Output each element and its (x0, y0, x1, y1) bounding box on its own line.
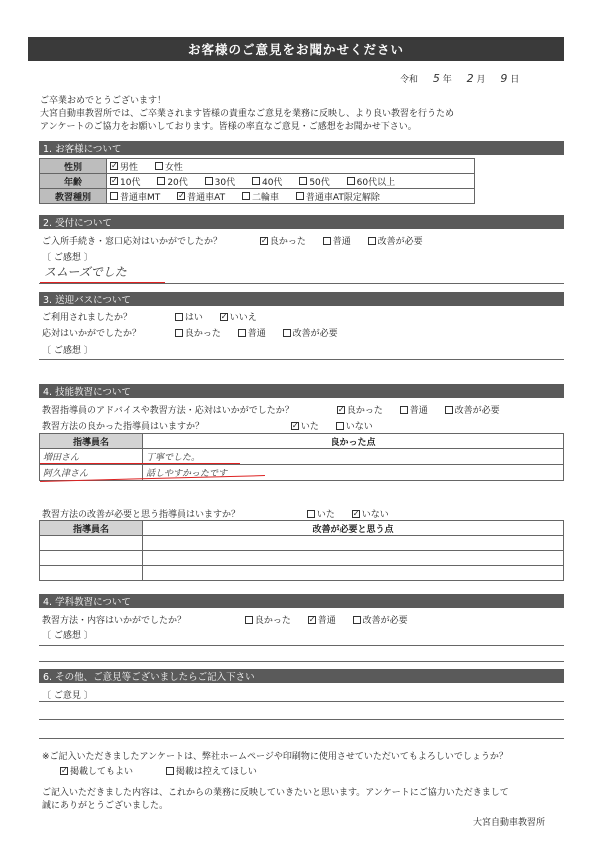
reception-question-row (42, 234, 562, 247)
bus-option-no[interactable] (220, 313, 257, 323)
intro-line-1: ご卒業おめでとうございます！ (40, 96, 167, 106)
date-day-unit: 日 (510, 75, 520, 85)
good-instructor-option-yes[interactable] (291, 422, 319, 432)
reception-option-needs-improvement[interactable] (368, 237, 423, 247)
checkbox-advice-average[interactable] (400, 406, 408, 414)
checkbox-at[interactable]: ✓ (178, 191, 185, 200)
other-comment-label: 〔 ご意見 〕 (42, 691, 93, 701)
good-instructor-name-1[interactable]: 増田さん (40, 449, 143, 465)
section-3-header: 3. 送迎バスについて (39, 292, 564, 306)
bad-instructor-name-header: 指導員名 (40, 521, 143, 536)
intro-line-2: 大宮自動車教習所では、ご卒業されます皆様の貴重なご意見を業務に反映し、より良い教習を行うため (40, 109, 455, 119)
checkbox-advice-good[interactable]: ✓ (337, 404, 345, 414)
checkbox-10s[interactable]: ✓ (111, 176, 118, 185)
option-label: 男性 (120, 162, 139, 173)
bad-point-2[interactable] (143, 551, 564, 566)
checkbox-good-instructor-yes[interactable]: ✓ (291, 420, 299, 430)
reception-option-good[interactable] (260, 237, 306, 247)
consent-options (60, 764, 271, 777)
checkbox-bus-no[interactable]: ✓ (220, 311, 228, 321)
option-label: いいえ (229, 313, 257, 323)
table-row (40, 566, 564, 581)
option-label: 良かった (346, 406, 383, 416)
date-year[interactable]: 5 (432, 72, 440, 85)
gender-options (107, 159, 475, 174)
checkbox-bad-instructor-yes[interactable] (307, 510, 315, 518)
option-motorcycle[interactable] (242, 193, 279, 203)
option-label: はい (184, 313, 203, 323)
section-6-header: 6. その他、ご意見等ございましたらご記入下さい (39, 669, 564, 683)
checkbox-60s-plus[interactable] (347, 177, 355, 185)
option-at-limit-removal[interactable] (296, 193, 380, 203)
section-4-header: 4. 技能教習について (39, 384, 564, 398)
checkbox-advice-needs-improvement[interactable] (445, 406, 453, 414)
option-label: 20代 (167, 177, 188, 188)
advice-option-good[interactable] (337, 406, 383, 416)
academic-question: 教習方法・内容はいかがでしたか？ (42, 616, 187, 626)
option-label: 50代 (309, 177, 330, 188)
reception-option-average[interactable] (323, 237, 351, 247)
bad-instructor-name-3[interactable] (40, 566, 143, 581)
option-label: 改善が必要 (454, 406, 500, 416)
good-instructor-name-2[interactable]: 阿久津さん (40, 465, 143, 481)
academic-option-good[interactable] (245, 616, 291, 626)
table-row (40, 536, 564, 551)
reception-comment[interactable]: スムーズでした (44, 265, 127, 279)
signature: 大宮自動車教習所 (473, 818, 546, 828)
checkbox-mt[interactable] (110, 192, 118, 200)
checkbox-reception-needs-improvement[interactable] (368, 237, 376, 245)
good-point-header: 良かった点 (143, 434, 564, 449)
bad-point-3[interactable] (143, 566, 564, 581)
option-at[interactable] (177, 193, 225, 203)
option-label: いた (300, 422, 319, 432)
option-10s[interactable] (110, 178, 140, 188)
option-label: 掲載は控えてほしい (175, 767, 257, 777)
option-30s[interactable] (205, 178, 235, 188)
date-day[interactable]: 9 (500, 72, 508, 85)
bus-comment-rule (39, 359, 564, 360)
gender-row (40, 159, 475, 174)
bad-instructor-header-row (40, 521, 564, 536)
bad-point-header: 改善が必要と思う点 (143, 521, 564, 536)
date-year-unit: 年 (442, 75, 452, 85)
option-label: 40代 (261, 177, 283, 188)
bad-instructor-row (42, 507, 562, 520)
page-title: お客様のご意見をお聞かせください (28, 37, 564, 61)
other-comment-rule-2 (39, 719, 564, 720)
option-40s[interactable] (252, 178, 282, 188)
closing-text (42, 787, 567, 813)
bad-instructor-name-1[interactable] (40, 536, 143, 551)
age-label: 年齢 (40, 174, 107, 189)
checkbox-good-instructor-no[interactable] (336, 422, 344, 430)
option-label: 60代以上 (356, 177, 396, 188)
date-month[interactable]: 2 (466, 72, 474, 85)
other-comment-rule-1 (39, 701, 564, 702)
good-point-1[interactable]: 丁寧でした。 (143, 449, 564, 465)
checkbox-bad-instructor-no[interactable]: ✓ (352, 508, 360, 518)
checkbox-consent-allow[interactable]: ✓ (61, 765, 68, 775)
option-label: 良かった (184, 329, 221, 339)
option-label: 普通車MT (120, 192, 161, 203)
instructor-advice-row (42, 403, 567, 416)
bus-comment-label: 〔 ご感想 〕 (42, 346, 93, 356)
bus-option-yes[interactable] (175, 313, 203, 323)
checkbox-bus-service-average[interactable] (238, 329, 246, 337)
academic-comment-label: 〔 ご感想 〕 (42, 631, 93, 641)
option-label: 良かった (269, 237, 306, 247)
age-options (107, 174, 475, 189)
checkbox-50s[interactable] (299, 177, 307, 185)
good-point-2[interactable]: 話しやすかったです (143, 465, 564, 481)
option-label: 普通 (247, 329, 266, 339)
academic-comment-rule-2 (39, 661, 564, 662)
other-comment-rule-3 (39, 738, 564, 739)
bad-instructor-option-yes[interactable] (307, 510, 335, 520)
advice-option-needs-improvement[interactable] (445, 406, 500, 416)
date-month-unit: 月 (476, 75, 486, 85)
advice-option-average[interactable] (400, 406, 428, 416)
reception-question: ご入所手続き・窓口応対はいかがでしたか？ (42, 237, 223, 247)
option-label: 掲載してもよい (70, 767, 134, 777)
customer-info-table (39, 158, 475, 204)
option-label: いない (345, 422, 373, 432)
checkbox-at-limit-removal[interactable] (296, 192, 304, 200)
option-label: 改善が必要 (292, 329, 338, 339)
academic-option-needs-improvement[interactable] (353, 616, 408, 626)
checkbox-20s[interactable] (157, 177, 165, 185)
option-male[interactable] (110, 163, 138, 173)
intro-text (40, 95, 565, 134)
good-instructor-name-header: 指導員名 (40, 434, 143, 449)
checkbox-male[interactable]: ✓ (111, 161, 118, 170)
consent-option-allow[interactable] (60, 767, 133, 777)
bad-instructor-name-2[interactable] (40, 551, 143, 566)
bus-usage-question: ご利用されましたか？ (42, 313, 133, 323)
option-label: いない (361, 510, 389, 520)
age-row (40, 174, 475, 189)
bus-service-question: 応対はいかがでしたか？ (42, 329, 142, 339)
checkbox-bus-yes[interactable] (175, 313, 183, 321)
option-female[interactable] (155, 163, 183, 173)
option-50s[interactable] (299, 178, 329, 188)
bad-instructor-table (39, 520, 564, 581)
academic-comment-rule-1 (39, 645, 564, 646)
good-instructor-underline-2 (40, 463, 240, 464)
reception-comment-rule (39, 283, 564, 284)
reception-comment-label: 〔 ご感想 〕 (42, 253, 93, 263)
checkbox-female[interactable] (155, 162, 163, 170)
closing-line-2: 誠にありがとうございました。 (42, 801, 169, 811)
checkbox-bus-service-needs-improvement[interactable] (283, 329, 291, 337)
date-line (400, 72, 560, 85)
bus-usage-row (42, 310, 562, 323)
consent-question: ※ご記入いただきましたアンケートは、弊社ホームページや印刷物に使用させていただいてもよろしいでしょうか？ (42, 752, 508, 762)
checkbox-30s[interactable] (205, 177, 213, 185)
course-type-row (40, 189, 475, 204)
bus-service-row (42, 326, 562, 339)
table-row (40, 551, 564, 566)
date-era: 令和 (400, 75, 419, 85)
checkbox-consent-decline[interactable] (166, 767, 174, 775)
option-label: 普通 (409, 406, 428, 416)
course-type-options (107, 189, 475, 204)
instructor-advice-question: 教習指導員のアドバイスや教習方法・応対はいかがでしたか？ (42, 406, 294, 416)
bad-instructor-option-no[interactable] (352, 510, 389, 520)
bad-point-1[interactable] (143, 536, 564, 551)
good-instructor-option-no[interactable] (336, 422, 373, 432)
intro-line-3: アンケートのご協力をお願いしております。皆様の率直なご意見・ご感想をお聞かせ下さい。 (40, 122, 417, 132)
checkbox-reception-good[interactable]: ✓ (260, 235, 268, 245)
bus-service-option-good[interactable] (175, 329, 221, 339)
good-instructor-row (42, 419, 562, 432)
checkbox-academic-needs-improvement[interactable] (353, 616, 361, 624)
option-label: いた (316, 510, 335, 520)
good-instructor-header-row (40, 434, 564, 449)
course-type-label: 教習種別 (40, 189, 107, 204)
option-label: 良かった (254, 616, 291, 626)
checkbox-academic-good[interactable] (245, 616, 253, 624)
section-1-header: 1. お客様について (39, 141, 564, 155)
option-60s-plus[interactable] (347, 178, 395, 188)
section-5-header: 4. 学科教習について (39, 594, 564, 608)
option-mt[interactable] (110, 193, 160, 203)
bus-service-option-average[interactable] (238, 329, 266, 339)
option-label: 二輪車 (251, 192, 279, 203)
closing-line-1: ご記入いただきました内容は、これからの業務に反映していきたいと思います。アンケートにご協力いただきまして (42, 788, 509, 798)
checkbox-reception-average[interactable] (323, 237, 331, 245)
academic-question-row (42, 613, 562, 626)
checkbox-academic-average[interactable]: ✓ (308, 614, 316, 624)
section-2-header: 2. 受付について (39, 215, 564, 229)
checkbox-40s[interactable] (252, 177, 260, 185)
option-label: 改善が必要 (362, 616, 408, 626)
bad-instructor-question: 教習方法の改善が必要と思う指導員はいますか？ (42, 510, 241, 520)
consent-option-decline[interactable] (166, 767, 257, 777)
academic-option-average[interactable] (308, 616, 336, 626)
bus-service-option-needs-improvement[interactable] (283, 329, 338, 339)
option-20s[interactable] (157, 178, 187, 188)
good-instructor-question: 教習方法の良かった指導員はいますか？ (42, 422, 205, 432)
checkbox-bus-service-good[interactable] (175, 329, 183, 337)
option-label: 10代 (120, 177, 141, 188)
gender-label: 性別 (40, 159, 107, 174)
option-label: 普通車AT限定解除 (305, 192, 380, 203)
checkbox-motorcycle[interactable] (242, 192, 250, 200)
option-label: 女性 (164, 162, 183, 173)
good-instructor-table (39, 433, 564, 481)
option-label: 改善が必要 (377, 237, 423, 247)
option-label: 普通車AT (187, 192, 226, 203)
option-label: 30代 (214, 177, 236, 188)
option-label: 普通 (332, 237, 351, 247)
option-label: 普通 (317, 616, 336, 626)
